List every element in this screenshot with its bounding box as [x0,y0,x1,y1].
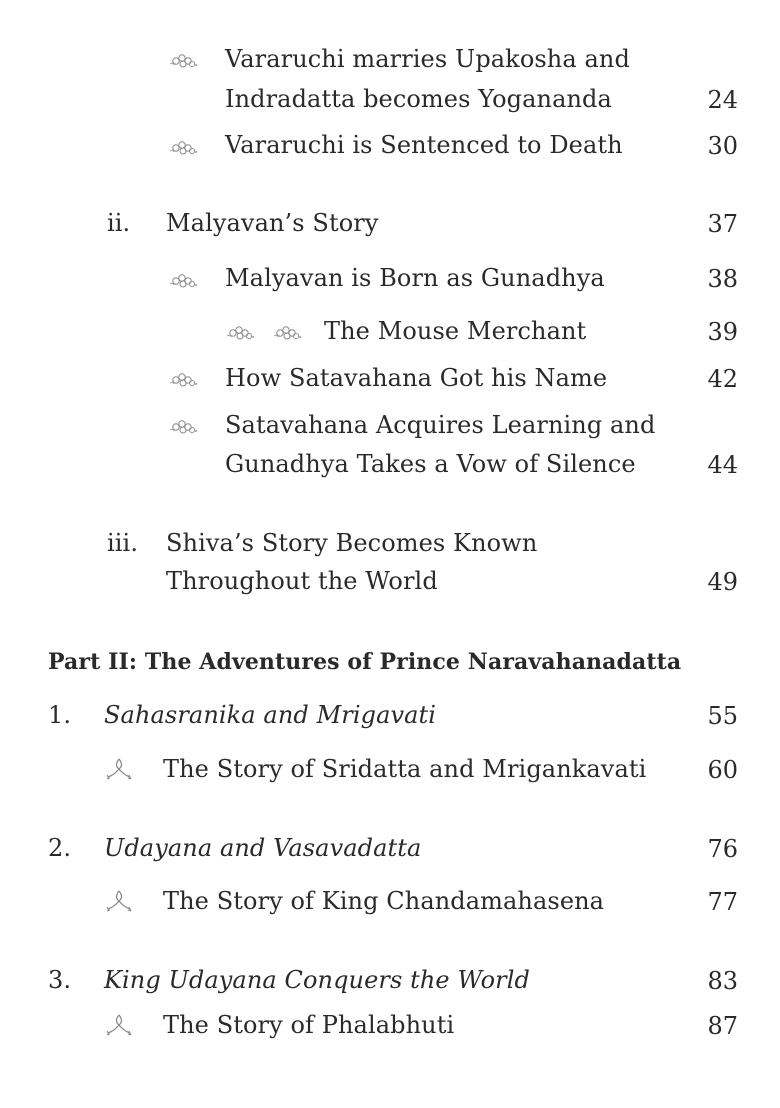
flower-ornament-icon [168,270,202,290]
page-number: 39 [707,318,738,346]
toc-entry-text[interactable]: The Mouse Merchant [324,317,587,345]
page-number: 44 [707,451,738,479]
toc-entry-text[interactable]: The Story of Sridatta and Mrigankavati [163,755,647,783]
page-number: 55 [707,702,738,730]
chapter-title[interactable]: Udayana and Vasavadatta [104,834,422,862]
chapter-number: 2. [48,834,72,862]
toc-entry-text[interactable]: Satavahana Acquires Learning and [225,411,656,439]
toc-entry-text[interactable]: Indradatta becomes Yogananda [225,85,612,113]
toc-entry-text[interactable]: Vararuchi marries Upakosha and [225,45,630,73]
page-number: 30 [707,132,738,160]
page-number: 60 [707,756,738,784]
flower-ornament-icon [168,50,202,70]
knot-ornament-icon [104,1013,134,1039]
toc-entry-text[interactable]: Throughout the World [166,567,438,595]
flower-ornament-icon [168,137,202,157]
section-label: ii. [107,209,131,237]
toc-entry-text[interactable]: Shiva’s Story Becomes Known [166,529,538,557]
toc-entry-text[interactable]: The Story of King Chandamahasena [163,887,605,915]
toc-entry-text[interactable]: Malyavan is Born as Gunadhya [225,264,605,292]
section-label: iii. [107,529,139,557]
toc-entry-text[interactable]: Vararuchi is Sentenced to Death [225,131,623,159]
toc-entry-text[interactable]: Gunadhya Takes a Vow of Silence [225,450,636,478]
flower-ornament-icon [168,369,202,389]
page-number: 24 [707,86,738,114]
page-number: 76 [707,835,738,863]
toc-entry-text[interactable]: Malyavan’s Story [166,209,379,237]
page-number: 83 [707,967,738,995]
page-number: 77 [707,888,738,916]
page-number: 87 [707,1012,738,1040]
chapter-number: 1. [48,701,72,729]
toc-entry-text[interactable]: How Satavahana Got his Name [225,364,608,392]
flower-ornament-icon [272,322,306,342]
part-heading: Part II: The Adventures of Prince Naravahanadatta [48,649,682,675]
chapter-title[interactable]: Sahasranika and Mrigavati [104,701,437,729]
knot-ornament-icon [104,889,134,915]
page-number: 38 [707,265,738,293]
chapter-title[interactable]: King Udayana Conquers the World [104,966,530,994]
toc-entry-text[interactable]: The Story of Phalabhuti [163,1011,455,1039]
page-number: 49 [707,568,738,596]
page-number: 42 [707,365,738,393]
flower-ornament-icon [225,322,259,342]
page-number: 37 [707,210,738,238]
chapter-number: 3. [48,966,72,994]
flower-ornament-icon [168,416,202,436]
knot-ornament-icon [104,757,134,783]
